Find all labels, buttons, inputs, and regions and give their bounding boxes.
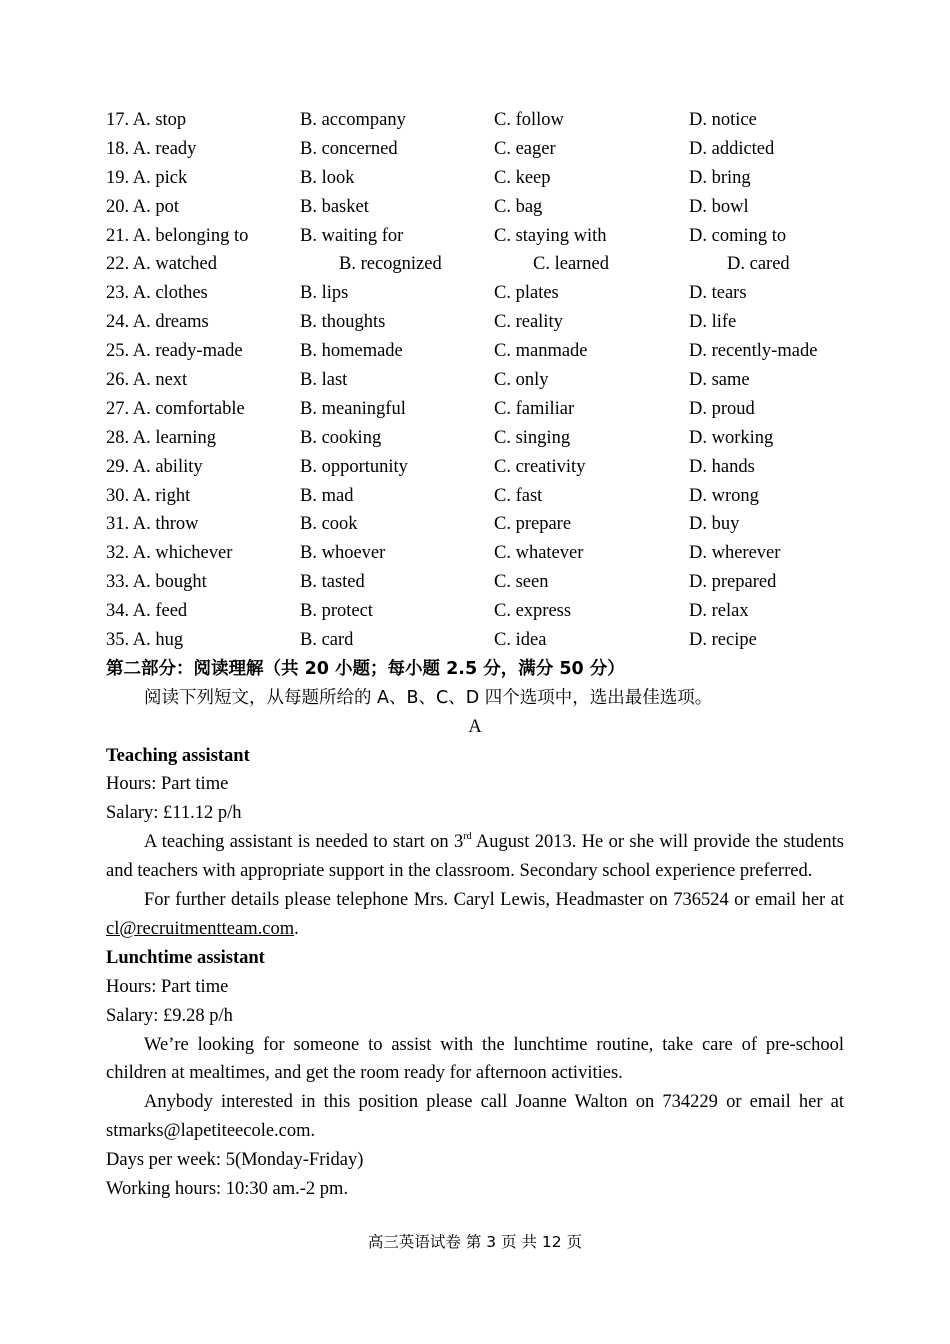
option-a: 31. A. throw (106, 514, 199, 535)
option-a: 29. A. ability (106, 456, 203, 477)
option-c: C. familiar (494, 398, 575, 419)
option-b: B. homemade (300, 341, 403, 362)
option-row (106, 597, 844, 626)
option-b: B. thoughts (300, 312, 386, 333)
option-d: D. bring (689, 167, 751, 188)
option-b: B. cook (300, 514, 358, 535)
option-d: D. wherever (689, 543, 781, 564)
option-d: D. proud (689, 398, 755, 419)
option-row (106, 106, 844, 135)
option-b: B. whoever (300, 543, 386, 564)
option-row (106, 279, 844, 308)
option-a: 17. A. stop (106, 110, 187, 130)
section-heading: 第二部分：阅读理解（共 20 小题；每小题 2.5 分，满分 50 分） (106, 658, 625, 679)
option-c: C. whatever (494, 543, 584, 564)
option-a: 20. A. pot (106, 196, 179, 217)
option-c: C. seen (494, 572, 549, 593)
option-row (106, 482, 844, 511)
job2-working-hours: Working hours: 10:30 am.-2 pm. (106, 1179, 349, 1200)
option-c: C. express (494, 601, 572, 622)
job1-salary: Salary: £11.12 p/h (106, 803, 242, 824)
option-a: 19. A. pick (106, 167, 188, 188)
option-d: D. prepared (689, 572, 777, 593)
job1-contact-after: . (294, 918, 299, 939)
option-b: B. waiting for (300, 225, 404, 246)
option-row (106, 135, 844, 164)
exam-page (106, 106, 844, 1204)
option-c: C. singing (494, 427, 571, 448)
option-c: C. eager (494, 138, 556, 159)
option-b: B. meaningful (300, 398, 406, 419)
option-a: 22. A. watched (106, 254, 217, 275)
option-b: B. tasted (300, 572, 365, 593)
option-c: C. plates (494, 283, 559, 304)
option-d: D. addicted (689, 138, 775, 159)
option-a: 25. A. ready-made (106, 341, 243, 362)
option-a: 24. A. dreams (106, 312, 209, 333)
job-title-lunchtime-assistant: Lunchtime assistant (106, 947, 265, 968)
option-a: 30. A. right (106, 485, 191, 506)
option-a: 23. A. clothes (106, 283, 208, 304)
option-b: B. protect (300, 601, 373, 622)
option-a: 32. A. whichever (106, 543, 233, 564)
option-b: B. last (300, 370, 348, 391)
job2-salary: Salary: £9.28 p/h (106, 1005, 233, 1026)
option-c: C. prepare (494, 514, 572, 535)
options-list (106, 106, 844, 655)
option-a: 18. A. ready (106, 138, 197, 159)
option-row (106, 337, 844, 366)
option-d: D. same (689, 370, 750, 391)
option-d: D. relax (689, 601, 749, 622)
option-d: D. buy (689, 514, 740, 535)
option-row (106, 164, 844, 193)
option-b: B. mad (300, 485, 354, 506)
job1-contact (106, 886, 844, 944)
job-title-teaching-assistant: Teaching assistant (106, 745, 250, 766)
option-d: D. tears (689, 283, 747, 304)
job1-description (106, 828, 844, 886)
option-d: D. coming to (689, 225, 787, 246)
option-b: B. recognized (339, 254, 442, 275)
job1-desc-before: A teaching assistant is needed to start on 3 (144, 832, 464, 853)
job1-desc-after: August 2013. He or she will provide the students and teachers with appropriate support in the classroom. Secondary school experience preferred. (106, 832, 844, 882)
option-b: B. accompany (300, 110, 406, 130)
option-row (106, 395, 844, 424)
passage-label: A (468, 716, 482, 737)
option-d: D. wrong (689, 485, 759, 506)
option-d: D. life (689, 312, 737, 333)
option-row (106, 539, 844, 568)
option-row (106, 193, 844, 222)
job1-hours: Hours: Part time (106, 774, 229, 795)
option-b: B. concerned (300, 138, 398, 159)
option-row (106, 222, 844, 251)
job2-contact: Anybody interested in this position please call Joanne Walton on 734229 or email her at stmarks@lapetiteecole.com. (106, 1092, 844, 1142)
option-row (106, 424, 844, 453)
option-b: B. basket (300, 196, 369, 217)
option-c: C. manmade (494, 341, 588, 362)
option-c: C. keep (494, 167, 551, 188)
option-b: B. look (300, 167, 355, 188)
option-c: C. bag (494, 196, 543, 217)
option-b: B. opportunity (300, 456, 408, 477)
option-row (106, 308, 844, 337)
option-row (106, 568, 844, 597)
option-c: C. fast (494, 485, 543, 506)
option-a: 26. A. next (106, 370, 188, 391)
option-d: D. recipe (689, 630, 757, 651)
option-c: C. staying with (494, 225, 607, 246)
job1-desc-sup: rd (463, 831, 472, 843)
job1-email-link[interactable]: cl@recruitmentteam.com (106, 918, 295, 939)
page-footer: 高三英语试卷 第 3 页 共 12 页 (367, 1233, 583, 1251)
option-b: B. card (300, 630, 354, 651)
option-row (106, 626, 844, 655)
option-row (106, 366, 844, 395)
job2-description: We’re looking for someone to assist with the lunchtime routine, take care of pre-school children at mealtimes, and get the room ready for afternoon activities. (106, 1034, 844, 1084)
section-instruction: 阅读下列短文，从每题所给的 A、B、C、D 四个选项中，选出最佳选项。 (144, 687, 713, 708)
option-a: 34. A. feed (106, 601, 188, 622)
job2-days: Days per week: 5(Monday-Friday) (106, 1150, 364, 1171)
option-d: D. hands (689, 456, 755, 477)
option-b: B. lips (300, 283, 349, 304)
option-d: D. bowl (689, 196, 749, 217)
option-b: B. cooking (300, 427, 382, 448)
option-row (106, 453, 844, 482)
option-c: C. learned (533, 254, 610, 275)
option-d: D. cared (727, 254, 790, 275)
option-a: 28. A. learning (106, 427, 216, 448)
option-c: C. idea (494, 630, 547, 651)
option-a: 21. A. belonging to (106, 225, 249, 246)
job1-contact-before: For further details please telephone Mrs. Caryl Lewis, Headmaster on 736524 or email her at (144, 890, 844, 911)
option-c: C. creativity (494, 456, 586, 477)
option-row (106, 250, 844, 279)
job2-hours: Hours: Part time (106, 976, 229, 997)
option-row (106, 510, 844, 539)
option-a: 35. A. hug (106, 630, 184, 651)
option-a: 27. A. comfortable (106, 398, 245, 419)
option-c: C. reality (494, 312, 563, 333)
option-d: D. recently-made (689, 341, 818, 362)
option-d: D. notice (689, 110, 757, 130)
option-c: C. only (494, 370, 549, 391)
option-d: D. working (689, 427, 774, 448)
option-a: 33. A. bought (106, 572, 207, 593)
option-c: C. follow (494, 110, 564, 130)
